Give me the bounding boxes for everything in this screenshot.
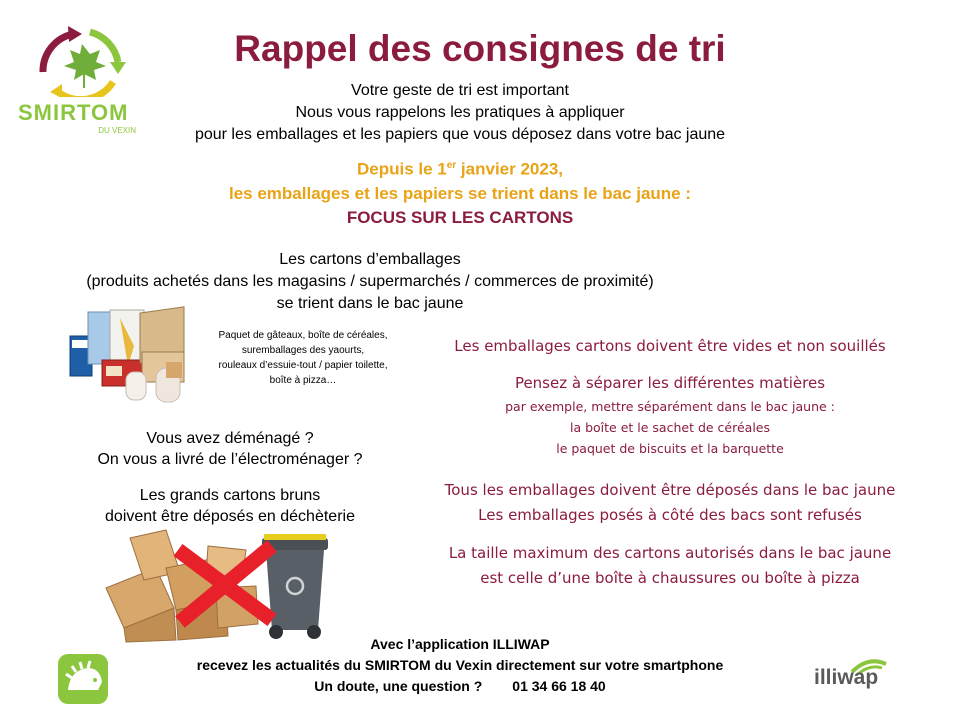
rule-line: Les emballages cartons doivent être vides et non souillés <box>454 337 886 355</box>
intro-line: Nous vous rappelons les pratiques à appliquer <box>295 104 625 121</box>
rule-line: est celle d’une boîte à chaussures ou boîte à pizza <box>480 569 860 587</box>
rule-detail: par exemple, mettre séparément dans le bac jaune : <box>505 399 835 414</box>
page-title: Rappel des consignes de tri <box>234 28 726 69</box>
contact-question: Un doute, une question ? <box>314 678 483 694</box>
announcement-date: Depuis le 1er janvier 2023, <box>356 159 564 179</box>
footer-contact <box>140 676 780 697</box>
packaging-line: se trient dans le bac jaune <box>276 295 464 312</box>
large-cartons-forbidden-image <box>96 528 336 643</box>
moved-line: On vous a livré de l’électroménager ? <box>97 451 363 468</box>
moved-question <box>40 428 420 470</box>
announcement-line: les emballages et les papiers se trient dans le bac jaune : <box>228 183 692 203</box>
moved-line: Vous avez déménagé ? <box>146 430 314 447</box>
rule-line: La taille maximum des cartons autorisés dans le bac jaune <box>448 544 892 562</box>
logo-name: SMIRTOM <box>18 100 129 125</box>
hedgehog-icon <box>58 654 108 704</box>
packaging-line: Les cartons d’emballages <box>279 251 461 268</box>
rule-line: Les emballages posés à côté des bacs sont refusés <box>478 506 862 524</box>
large-cartons-line: doivent être déposés en déchèterie <box>105 508 355 525</box>
packaging-products-image <box>62 306 194 406</box>
logo-subname: DU VEXIN <box>98 126 136 135</box>
footer-news-line: recevez les actualités du SMIRTOM du Vexin directement sur votre smartphone <box>196 657 724 673</box>
announcement <box>140 154 780 230</box>
rule-deposit-in-bin <box>410 478 930 528</box>
rule-detail: le paquet de biscuits et la barquette <box>556 441 784 456</box>
footer <box>140 634 780 697</box>
rule-line: Pensez à séparer les différentes matières <box>514 374 826 392</box>
packaging-line: (produits achetés dans les magasins / supermarchés / commerces de proximité) <box>86 273 654 290</box>
intro-line: pour les emballages et les papiers que vous déposez dans votre bac jaune <box>194 126 726 143</box>
rule-detail: la boîte et le sachet de céréales <box>569 420 770 435</box>
intro-text <box>140 80 780 146</box>
large-cartons-text <box>40 485 420 527</box>
illiwap-logo <box>812 654 892 696</box>
products-line: suremballages des yaourts, <box>241 345 365 356</box>
phone-number[interactable]: 01 34 66 18 40 <box>512 678 606 694</box>
large-cartons-line: Les grands cartons bruns <box>139 487 321 504</box>
products-line: Paquet de gâteaux, boîte de céréales, <box>218 330 388 341</box>
recycling-leaf-icon <box>18 22 148 97</box>
rule-empty-clean <box>410 334 930 359</box>
smirtom-logo <box>18 22 148 135</box>
rule-separate-materials <box>410 371 930 459</box>
rule-line: Tous les emballages doivent être déposés dans le bac jaune <box>444 481 896 499</box>
illiwap-app-icon[interactable] <box>58 654 108 704</box>
rule-max-size <box>410 541 930 591</box>
products-line: rouleaux d’essuie-tout / papier toilette, <box>218 360 388 371</box>
focus-heading: FOCUS SUR LES CARTONS <box>346 207 574 227</box>
illiwap-logo-text: illiwap <box>814 666 879 689</box>
products-examples <box>192 328 414 388</box>
products-line: boîte à pizza… <box>269 375 337 386</box>
intro-line: Votre geste de tri est important <box>351 82 569 99</box>
footer-app-line: Avec l’application ILLIWAP <box>370 636 550 652</box>
